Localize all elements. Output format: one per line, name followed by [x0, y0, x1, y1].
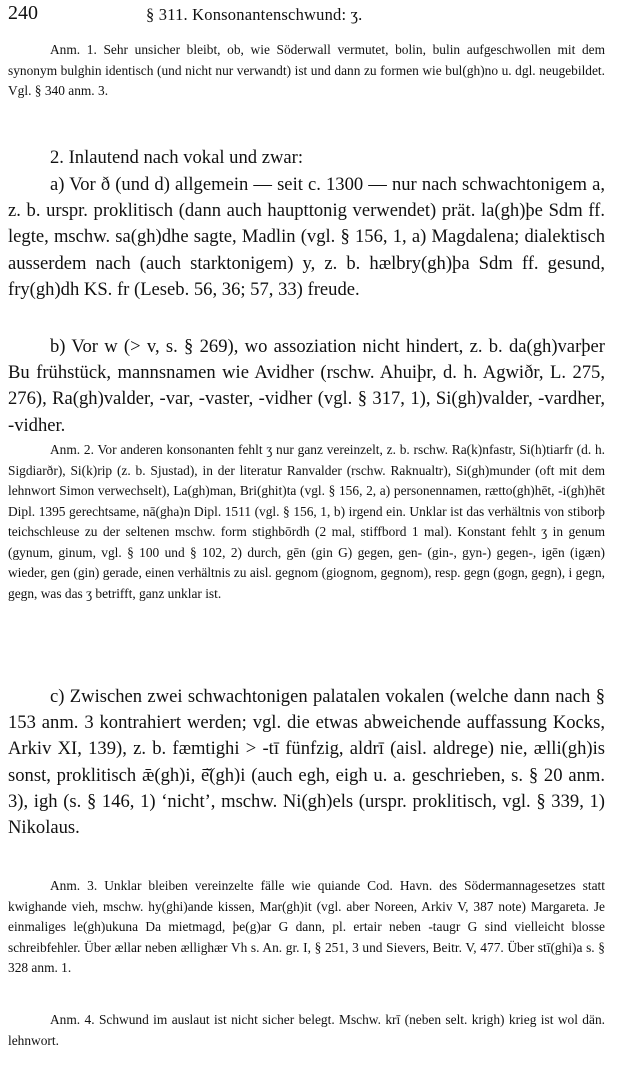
paragraph-b: [8, 334, 605, 439]
note-anm-4: [8, 1010, 605, 1051]
section-2-heading-text: 2. Inlautend nach vokal und zwar:: [50, 147, 303, 168]
paragraph-a: [8, 172, 605, 303]
note-anm-3-text: Anm. 3. Unklar bleiben vereinzelte fälle wie quiande Cod. Havn. des Södermannagesetzes statt kwighande vieh, mschw. hy(ghi)ande kissen, Mar(gh)it (vgl. aber Noreen, Arkiv V, 387 note) Margareta. Je einmaliges le(gh)ukuna Da mietmagd, þe(g)ar G dann, pl. ertair neben -taugr G sind vielleicht blosse schreibfehler. Über ællar neben ællighær Vh s. An. gr. I, § 251, 3 und Sievers, Beitr. V, 477. Über stī(ghi)a s. § 328 anm. 1.: [8, 878, 605, 975]
page-number: 240: [8, 2, 38, 24]
paragraph-a-text: a) Vor ð (und d) allgemein — seit c. 1300 — nur nach schwachtonigem a, z. b. urspr. proklitisch (dann auch haupttonig verwendet) prät. la(gh)þe Sdm ff. legte, mschw. sa(gh)dhe sagte, Madlin (vgl. § 156, 1, a) Magdalena; dialektisch ausserdem nach (auch starktonigem) y, z. b. hælbry(gh)þa Sdm ff. gesund, fry(gh)dh KS. fr (Leseb. 56, 36; 57, 33) freude.: [8, 174, 605, 300]
note-anm-4-text: Anm. 4. Schwund im auslaut ist nicht sicher belegt. Mschw. krī (neben selt. krigh) krieg ist wol dän. lehnwort.: [8, 1012, 605, 1048]
page-header: [8, 2, 615, 26]
paragraph-c: [8, 684, 605, 841]
note-anm-1: [8, 40, 605, 102]
running-title: § 311. Konsonantenschwund: ʒ.: [146, 5, 363, 24]
note-anm-3: [8, 876, 605, 979]
section-2-heading: [8, 145, 605, 171]
paragraph-b-text: b) Vor w (> v, s. § 269), wo assoziation nicht hindert, z. b. da(gh)varþer Bu frühstück, mannsnamen wie Avidher (rschw. Ahuiþr, d. h. Agwiðr, L. 275, 276), Ra(gh)valder, -var, -vaster, -vidher (vgl. § 317, 1), Si(gh)valder, -vardher, -vidher.: [8, 336, 605, 436]
paragraph-c-text: c) Zwischen zwei schwachtonigen palatalen vokalen (welche dann nach § 153 anm. 3 kontrahiert werden; vgl. die etwas abweichende auffassung Kocks, Arkiv XI, 139), z. b. fæmtighi > -tī fünfzig, aldrī (aisl. aldrege) nie, ælli(gh)is sonst, proklitisch ǣ(gh)i, ē̆(gh)i (auch egh, eigh u. a. geschrieben, s. § 20 anm. 3), igh (s. § 146, 1) ‘nicht’, mschw. Ni(gh)els (urspr. proklitisch, vgl. § 339, 1) Nikolaus.: [8, 686, 605, 839]
note-anm-1-text: Anm. 1. Sehr unsicher bleibt, ob, wie Söderwall vermutet, bolin, bulin aufgeschwollen mit dem synonym bulghin identisch (und nicht nur verwandt) ist und dann zu formen wie bul(gh)no u. dgl. neugebildet. Vgl. § 340 anm. 3.: [8, 42, 605, 98]
note-anm-2-text: Anm. 2. Vor anderen konsonanten fehlt ʒ nur ganz vereinzelt, z. b. rschw. Ra(k)nfastr, Si(h)tiarfr (d. h. Sigdiarðr), Si(k)rip (z. b. Sjustad), in der literatur Ranvalder (rschw. Raknualtr), Si(gh)munder (oft mit dem lehnwort Simon verwechselt), La(gh)man, Bri(ghit)ta (vgl. § 156, 2, a) personennamen, rætto(gh)hēt, -i(gh)hēt Dipl. 1395 gerechtsame, nā(gha)n Dipl. 1511 (vgl. § 156, 1, b) irgend ein. Unklar ist das verhältnis von stiborþ teichschleuse zu der seltenen mschw. form stighbōrdh (2 mal, stiffbord 1 mal). Konstant fehlt ʒ in genum (gynum, ginum, vgl. § 100 und § 102, 2) durch, gēn (gin G) gegen, gen- (gin-, gyn-) gegen-, igēn (igæn) wieder, gen (gin) gerade, einen verhältnis zu aisl. gegnom (giognom, gegnom), resp. gegn (gogn, gegn), i gegn, gegn, was das ʒ betrifft, ganz unklar ist.: [8, 442, 605, 601]
note-anm-2: [8, 440, 605, 604]
